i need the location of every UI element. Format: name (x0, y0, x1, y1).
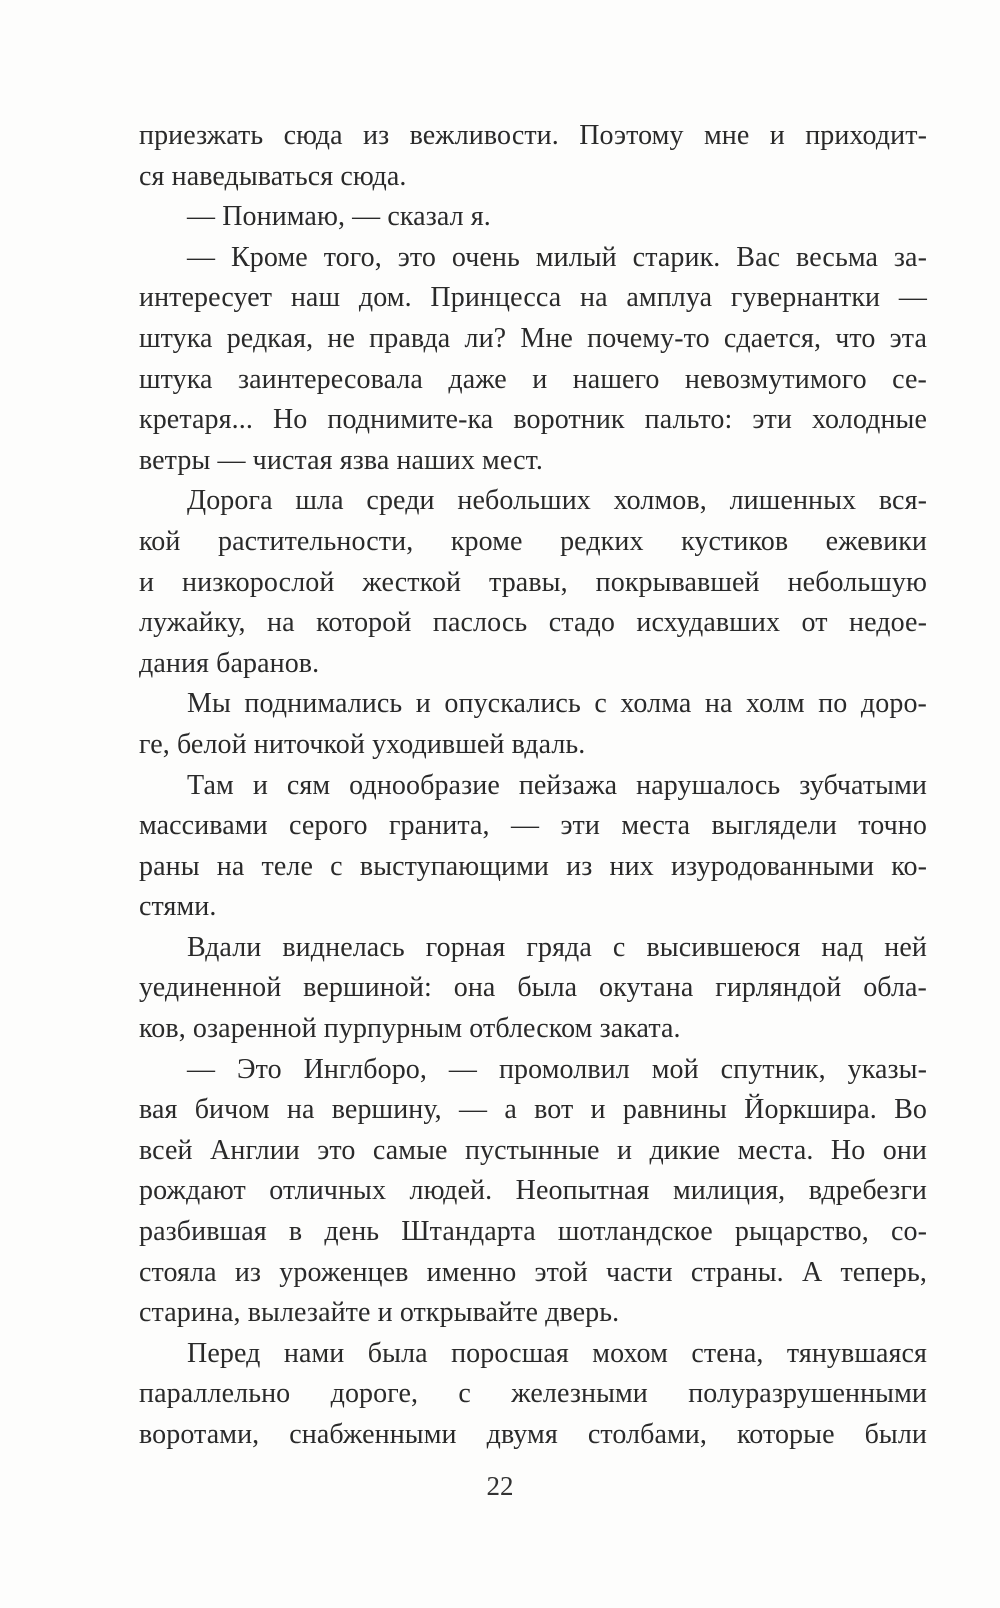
text-line: кретаря... Но поднимите-ка воротник пальто: эти холодные (139, 404, 927, 436)
text-line: массивами серого гранита, — эти места выглядели точно (139, 810, 927, 842)
text-line: рождают отличных людей. Неопытная милиция, вдребезги (139, 1175, 927, 1207)
body-text (139, 116, 927, 1456)
text-line: Вдали виднелась горная гряда с высившеюся над ней (187, 931, 927, 963)
text-line: кой растительности, кроме редких кустиков ежевики (139, 525, 927, 557)
text-line: лужайку, на которой паслось стадо исхудавших от недое- (139, 607, 927, 639)
text-line: стями. (139, 891, 217, 923)
text-line: — Понимаю, — сказал я. (187, 201, 491, 233)
text-line: параллельно дороге, с железными полуразрушенными (139, 1378, 927, 1410)
text-line: стояла из уроженцев именно этой части страны. А теперь, (139, 1256, 927, 1288)
text-line: ков, озаренной пурпурным отблеском заката. (139, 1013, 681, 1045)
text-line: Мы поднимались и опускались с холма на холм по доро- (187, 688, 927, 720)
page-number: 22 (486, 1471, 514, 1501)
text-line: приезжать сюда из вежливости. Поэтому мне и приходит- (139, 120, 927, 151)
text-line: штука редкая, не правда ли? Мне почему-то сдается, что эта (139, 322, 927, 354)
text-line: старина, вылезайте и открывайте дверь. (139, 1297, 620, 1329)
text-line: Перед нами была поросшая мохом стена, тянувшаяся (187, 1337, 927, 1369)
text-line: вая бичом на вершину, — а вот и равнины Йоркшира. Во (139, 1094, 927, 1126)
text-line: — Кроме того, это очень милый старик. Вас весьма за- (187, 241, 927, 273)
text-line: дания баранов. (139, 647, 320, 679)
text-line: разбившая в день Штандарта шотландское рыцарство, со- (139, 1216, 927, 1248)
text-line: ся наведываться сюда. (139, 160, 407, 192)
text-line: Там и сям однообразие пейзажа нарушалось зубчатыми (187, 769, 927, 801)
text-line: уединенной вершиной: она была окутана гирляндой обла- (139, 972, 927, 1004)
text-line: ветры — чистая язва наших мест. (139, 444, 543, 476)
text-line: штука заинтересовала даже и нашего невозмутимого се- (139, 363, 927, 395)
text-line: раны на теле с выступающими из них изуродованными ко- (139, 850, 927, 882)
text-line: интересует наш дом. Принцесса на амплуа гувернантки — (139, 282, 927, 314)
text-line: ге, белой ниточкой уходившей вдаль. (139, 728, 586, 760)
text-line: всей Англии это самые пустынные и дикие места. Но они (139, 1134, 927, 1166)
text-line: воротами, снабженными двумя столбами, которые были (139, 1419, 927, 1450)
text-line: и низкорослой жесткой травы, покрывавшей небольшую (139, 566, 927, 598)
text-line: Дорога шла среди небольших холмов, лишенных вся- (187, 485, 927, 517)
text-line: — Это Инглборо, — промолвил мой спутник, указы- (187, 1053, 927, 1085)
